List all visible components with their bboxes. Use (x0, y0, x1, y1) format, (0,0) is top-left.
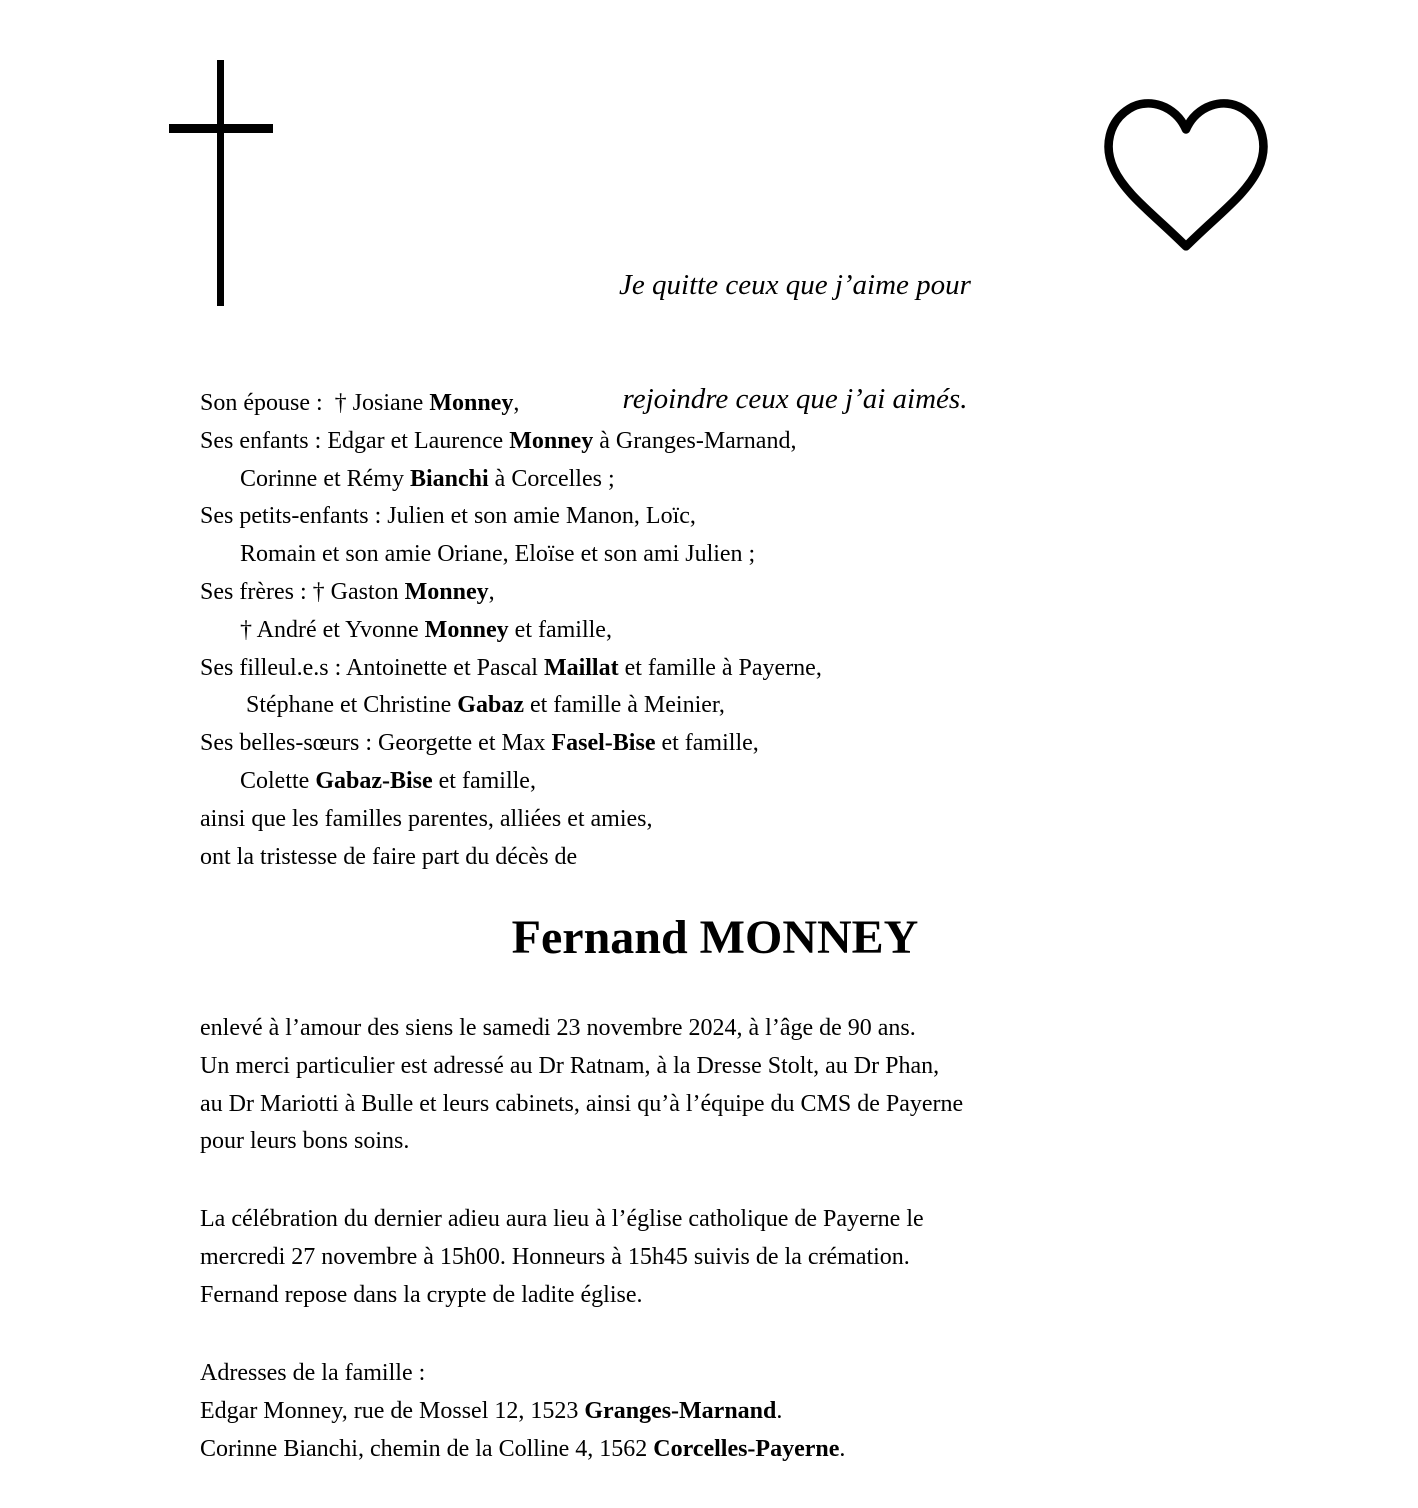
text-line (200, 1431, 1310, 1469)
text-segment: enlevé à l’amour des siens le samedi 23 novembre 2024, à l’âge de 90 ans. (200, 1015, 916, 1041)
surname-bold: Monney (424, 616, 509, 643)
text-line (200, 536, 1310, 574)
text-segment: et famille, (432, 767, 536, 794)
text-segment: , (488, 578, 495, 605)
text-segment: La célébration du dernier adieu aura lieu à l’église catholique de Payerne le (200, 1206, 924, 1232)
surname-bold: Fasel-Bise (551, 730, 656, 757)
heart-icon (1100, 92, 1272, 258)
text-segment: . (776, 1397, 783, 1424)
text-line (200, 839, 1310, 877)
text-line (200, 385, 1310, 423)
surname-bold: Monney (404, 578, 489, 605)
text-line (200, 763, 1310, 801)
text-line (200, 612, 1310, 650)
text-segment: à Granges-Marnand, (593, 427, 797, 454)
ceremony-paragraph (200, 1201, 1310, 1314)
text-segment: Ses filleul.e.s : Antoinette et Pascal (200, 654, 544, 681)
surname-bold: Maillat (543, 654, 619, 681)
surname-bold: Monney (429, 390, 514, 416)
text-segment: Colette (240, 767, 316, 794)
text-segment: à Corcelles ; (488, 465, 615, 492)
family-list (200, 385, 1310, 876)
text-segment: et famille, (508, 616, 612, 643)
text-segment: ainsi que les familles parentes, alliées et amies, (200, 805, 653, 832)
surname-bold: Corcelles-Payerne (653, 1435, 840, 1462)
text-line (200, 1010, 1310, 1048)
death-details-paragraph (200, 1010, 1310, 1161)
cross-icon-bar (169, 124, 273, 133)
text-segment: Ses enfants : Edgar et Laurence (200, 427, 510, 454)
text-segment: Un merci particulier est adressé au Dr Ratnam, à la Dresse Stolt, au Dr Phan, (200, 1052, 940, 1079)
text-line (200, 574, 1310, 612)
text-line (200, 1393, 1310, 1431)
text-segment: † André et Yvonne (240, 616, 425, 643)
text-segment: Corinne et Rémy (240, 465, 410, 492)
text-segment: Ses petits-enfants : Julien et son amie Manon, Loïc, (200, 503, 696, 530)
surname-bold: Granges-Marnand (584, 1397, 777, 1424)
text-segment: et famille à Meinier, (523, 692, 725, 719)
text-segment: Son épouse : † Josiane (200, 390, 430, 416)
cross-icon (217, 60, 224, 306)
text-segment: Corinne Bianchi, chemin de la Colline 4, 1562 (200, 1435, 654, 1462)
text-line (200, 1123, 1310, 1161)
text-segment: Ses frères : † Gaston (200, 578, 405, 605)
surname-bold: Gabaz-Bise (315, 767, 433, 794)
epitaph-quote-line-2: rejoindre ceux que j’ai aimés. (622, 383, 968, 415)
text-line (200, 423, 1310, 461)
deceased-name: Fernand MONNEY (511, 911, 919, 964)
text-segment: et famille, (655, 730, 759, 757)
text-segment: et famille à Payerne, (618, 654, 822, 681)
text-segment: Fernand repose dans la crypte de ladite église. (200, 1281, 643, 1308)
family-addresses (200, 1355, 1310, 1468)
text-line (200, 498, 1310, 536)
addresses-heading: Adresses de la famille : (200, 1360, 426, 1386)
text-segment: mercredi 27 novembre à 15h00. Honneurs à 15h45 suivis de la crémation. (200, 1243, 910, 1270)
text-line (200, 725, 1310, 763)
text-line (200, 650, 1310, 688)
text-line (200, 801, 1310, 839)
text-line (200, 1048, 1310, 1086)
text-segment: ont la tristesse de faire part du décès de (200, 843, 578, 870)
text-line (200, 1239, 1310, 1277)
text-segment: Ses belles-sœurs : Georgette et Max (200, 730, 552, 757)
surname-bold: Bianchi (409, 465, 489, 492)
text-segment: au Dr Mariotti à Bulle et leurs cabinets, ainsi qu’à l’équipe du CMS de Payerne (200, 1090, 964, 1117)
addresses-lines (200, 1393, 1310, 1469)
text-segment: , (513, 390, 520, 416)
text-segment: Stéphane et Christine (240, 692, 458, 719)
text-segment: . (839, 1435, 846, 1462)
surname-bold: Monney (509, 427, 594, 454)
text-line (200, 461, 1310, 499)
surname-bold: Gabaz (457, 692, 524, 719)
epitaph-quote-line-1: Je quitte ceux que j’aime pour (619, 269, 971, 301)
text-line (200, 687, 1310, 725)
text-segment: Edgar Monney, rue de Mossel 12, 1523 (200, 1397, 585, 1424)
text-line (200, 1086, 1310, 1124)
text-segment: pour leurs bons soins. (200, 1128, 410, 1155)
text-line (200, 1201, 1310, 1239)
text-segment: Romain et son amie Oriane, Eloïse et son ami Julien ; (240, 541, 756, 568)
text-line (200, 1277, 1310, 1315)
